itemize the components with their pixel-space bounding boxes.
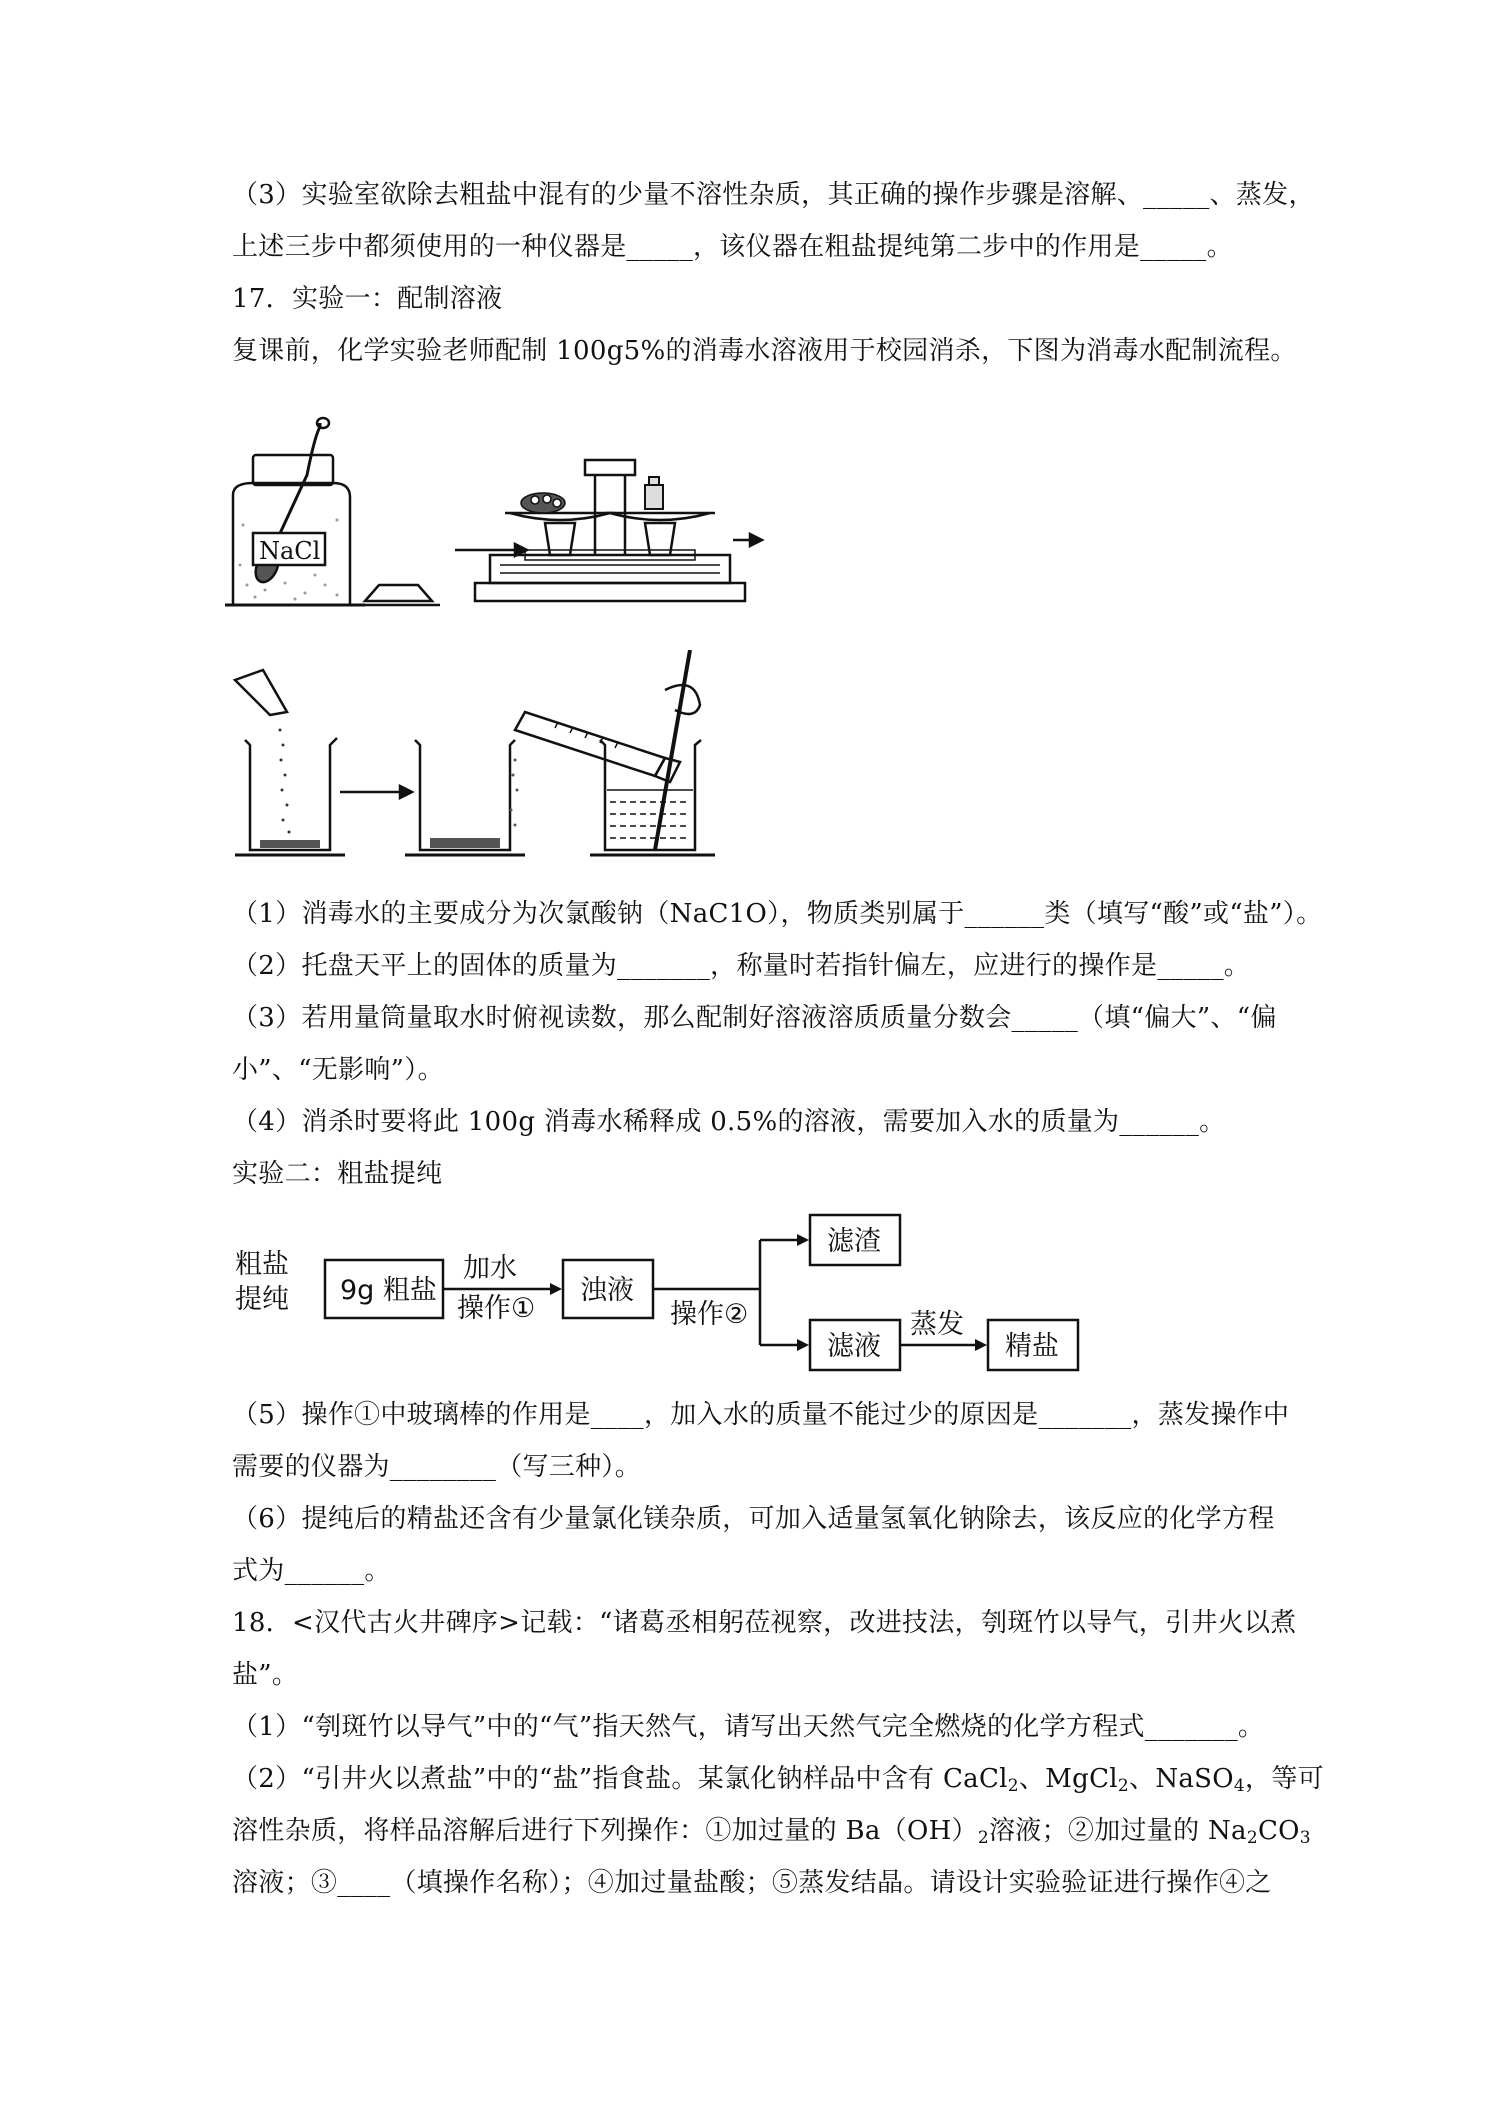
arrow-right-icon <box>340 786 412 798</box>
beaker3-liquid <box>607 790 693 838</box>
q18-part1: （1）“刳斑竹以导气”中的“气”指天然气，请写出天然气完全燃烧的化学方程式_______。 <box>232 1712 1265 1742</box>
solution-prep-figure-row2 <box>225 650 875 870</box>
beaker-with-cylinder <box>405 712 680 855</box>
flow-step2-text: 操作② <box>670 1299 749 1330</box>
q17-part3-line1: （3）若用量筒量取水时俯视读数，那么配制好溶液溶质质量分数会_____（填“偏大”、“偏 <box>232 1003 1277 1033</box>
pan-balance <box>475 460 745 601</box>
q17-part6-line2: 式为______。 <box>232 1556 391 1586</box>
solution-prep-figure-row1 <box>225 415 765 615</box>
q18-part2-line2: 溶性杂质，将样品溶解后进行下列操作：①加过量的 $Ba(OH)_2$溶液；②加过量的 $Na_2CO_3$ <box>232 1816 1311 1848</box>
q17-part2: （2）托盘天平上的固体的质量为_______，称量时若指针偏左，应进行的操作是_____。 <box>232 951 1251 981</box>
q17-intro: 复课前，化学实验老师配制 100g5%的消毒水溶液用于校园消杀，下图为消毒水配制流程。 <box>232 336 1297 366</box>
q18-title-line1: 18．<汉代古火井碑序>记载：“诸葛丞相躬莅视察，改进技法，刳斑竹以导气，引井火以煮 <box>232 1608 1297 1638</box>
weighing-paper <box>355 585 440 605</box>
salt-purification-flowchart <box>225 1205 1105 1380</box>
nacl-reagent-bottle <box>233 418 350 605</box>
arrow-right-icon <box>733 534 762 546</box>
flow-side-label-1: 粗盐 <box>235 1249 289 1280</box>
q17-part3-line2: 小”、“无影响”）。 <box>232 1055 444 1085</box>
flow-step1-top: 加水 <box>463 1253 517 1284</box>
flow-bottom-out-text: 滤液 <box>827 1331 881 1362</box>
q17-part5-line2: 需要的仪器为________（写三种）。 <box>232 1452 642 1482</box>
q16-part3-line2: 上述三步中都须使用的一种仪器是_____，该仪器在粗盐提纯第二步中的作用是_____。 <box>232 232 1233 262</box>
q17-part5-line1: （5）操作①中玻璃棒的作用是____，加入水的质量不能过少的原因是_______，蒸发操作中 <box>232 1400 1290 1430</box>
flow-mid-text: 浊液 <box>580 1275 634 1306</box>
q17-part6-line1: （6）提纯后的精盐还含有少量氯化镁杂质，可加入适量氢氧化钠除去，该反应的化学方程 <box>232 1504 1275 1534</box>
q18-part2-line1: （2）“引井火以煮盐”中的“盐”指食盐。某氯化钠样品中含有 CaCl$_2$、MgCl$_2$、NaSO$_4$，等可 <box>232 1764 1324 1796</box>
flow-step3-text: 蒸发 <box>910 1309 964 1340</box>
flow-step1-bottom: 操作① <box>457 1293 536 1324</box>
q17-part1: （1）消毒水的主要成分为次氯酸钠（NaC1O），物质类别属于______类（填写“酸”或“盐”）。 <box>232 899 1323 929</box>
falling-salt <box>260 729 320 849</box>
nacl-label: NaCl <box>259 537 321 565</box>
q18-part2-line3: 溶液；③____（填操作名称）；④加过量盐酸；⑤蒸发结晶。请设计实验验证进行操作④之 <box>232 1868 1272 1898</box>
flow-side-label-2: 提纯 <box>235 1284 289 1315</box>
flow-top-out-text: 滤渣 <box>827 1226 881 1257</box>
balance-sample-pile <box>521 493 565 513</box>
flow-end-text: 精盐 <box>1005 1331 1059 1362</box>
q18-title-line2: 盐”。 <box>232 1660 299 1690</box>
flow-start-text: 9g 粗盐 <box>340 1275 437 1306</box>
q17-exp2-title: 实验二：粗盐提纯 <box>232 1159 443 1189</box>
beaker2-contents <box>430 759 519 849</box>
balance-weight <box>645 477 663 509</box>
q16-part3-line1: （3）实验室欲除去粗盐中混有的少量不溶性杂质，其正确的操作步骤是溶解、_____、蒸发， <box>232 180 1315 210</box>
q17-title: 17．实验一：配制溶液 <box>232 284 503 314</box>
beaker-with-salt <box>235 670 345 855</box>
q17-part4: （4）消杀时要将此 100g 消毒水稀释成 0.5%的溶液，需要加入水的质量为______。 <box>232 1107 1226 1137</box>
